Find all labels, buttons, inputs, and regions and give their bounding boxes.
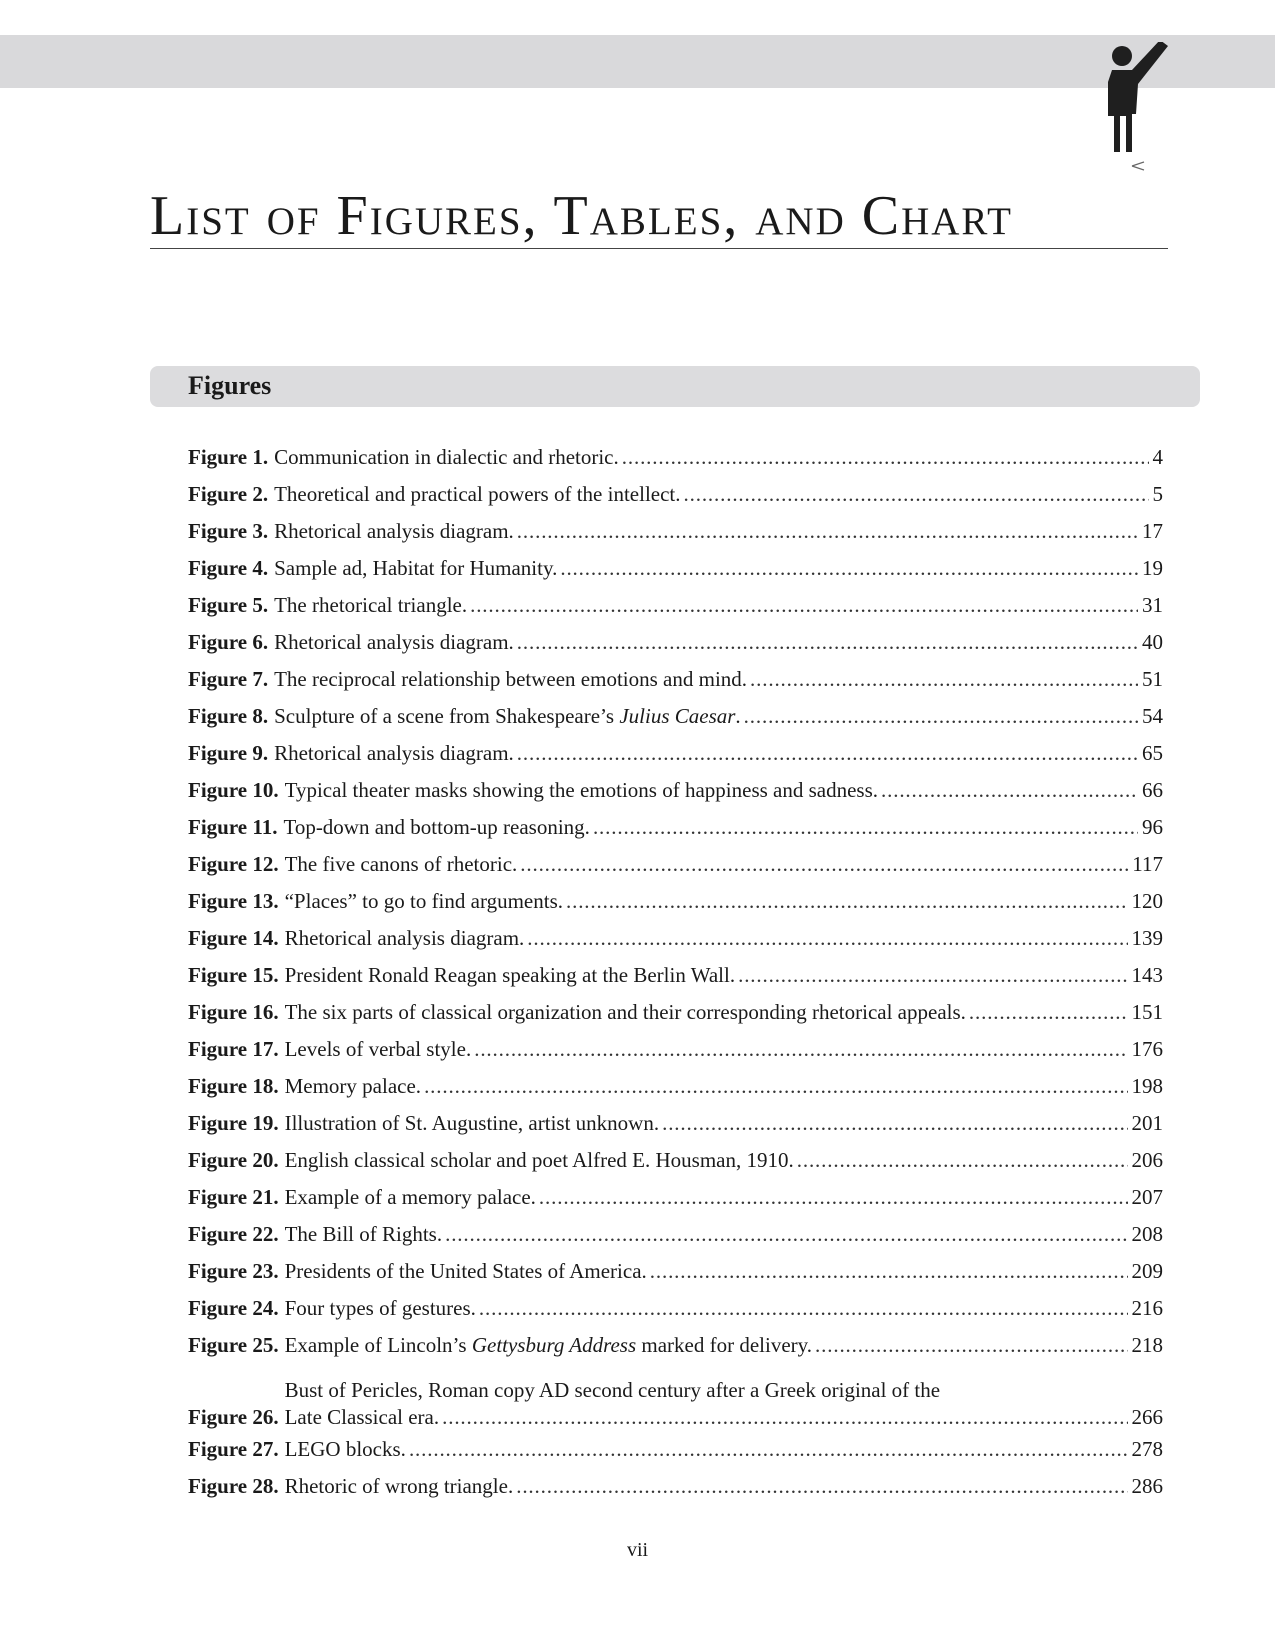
figure-caption: [274, 698, 741, 735]
caption-text: Presidents of the United States of America.: [284, 1259, 647, 1283]
dot-leader: [442, 1404, 1127, 1431]
dot-leader: [738, 957, 1127, 994]
figure-caption: [274, 513, 514, 550]
page-ref: 65: [1142, 741, 1163, 765]
figure-label: Figure 24.: [188, 1296, 279, 1320]
dot-leader: [566, 883, 1128, 920]
figure-label: Figure 20.: [188, 1148, 279, 1172]
list-item[interactable]: [188, 698, 1163, 735]
figure-label: Figure 14.: [188, 926, 279, 950]
dot-leader: [539, 1179, 1128, 1216]
section-title: Figures: [188, 371, 272, 400]
page-ref: 278: [1131, 1437, 1163, 1461]
caption-text: Theoretical and practical powers of the intellect.: [274, 482, 681, 506]
page-ref: 218: [1131, 1333, 1163, 1357]
figure-label: Figure 2.: [188, 482, 269, 506]
list-item[interactable]: [188, 1105, 1163, 1142]
figure-label: Figure 27.: [188, 1437, 279, 1461]
caption-text: Sculpture of a scene from Shakespeare’s: [274, 704, 620, 728]
caption-text: The six parts of classical organization and their corresponding rhetorical appeals.: [284, 1000, 966, 1024]
figure-label: Figure 23.: [188, 1259, 279, 1283]
list-item[interactable]: [188, 920, 1163, 957]
page-ref: 201: [1131, 1111, 1163, 1135]
caption-text-after: .: [735, 704, 741, 728]
page-ref: 17: [1142, 519, 1163, 543]
list-item[interactable]: [188, 1431, 1163, 1468]
caption-text: Levels of verbal style.: [284, 1037, 472, 1061]
figure-caption-line-2: Late Classical era.: [284, 1405, 440, 1429]
figure-label: Figure 11.: [188, 815, 278, 839]
page-title: List of Figures, Tables, and Chart: [150, 186, 1168, 249]
figure-label: Figure 6.: [188, 630, 269, 654]
dot-leader: [517, 624, 1138, 661]
figure-caption: [283, 809, 589, 846]
dot-leader: [969, 994, 1128, 1031]
list-item[interactable]: [188, 1216, 1163, 1253]
figure-caption: [285, 1105, 659, 1142]
dot-leader: [560, 550, 1138, 587]
figure-label: Figure 25.: [188, 1333, 279, 1357]
dot-leader: [517, 735, 1138, 772]
caption-text: Rhetorical analysis diagram.: [274, 741, 514, 765]
figure-caption: [285, 920, 525, 957]
page-ref: 209: [1131, 1259, 1163, 1283]
page-ref: 176: [1131, 1037, 1163, 1061]
page-ref: 266: [1131, 1405, 1163, 1429]
dot-leader: [815, 1327, 1127, 1364]
list-item[interactable]: [188, 846, 1163, 883]
figure-caption: [285, 1327, 812, 1364]
figure-label: Figure 21.: [188, 1185, 279, 1209]
dot-leader: [650, 1253, 1128, 1290]
figure-caption: [285, 1216, 443, 1253]
figure-label: Figure 9.: [188, 741, 269, 765]
header-band: [0, 35, 1275, 88]
list-item[interactable]: [188, 735, 1163, 772]
dot-leader: [520, 846, 1128, 883]
figure-label: Figure 18.: [188, 1074, 279, 1098]
page-ref: 51: [1142, 667, 1163, 691]
dot-leader: [445, 1216, 1127, 1253]
caption-text: Example of a memory palace.: [284, 1185, 536, 1209]
caption-text: Top-down and bottom-up reasoning.: [283, 815, 590, 839]
page-ref: 206: [1131, 1148, 1163, 1172]
caption-text: Communication in dialectic and rhetoric.: [274, 445, 619, 469]
list-item[interactable]: [188, 550, 1163, 587]
dot-leader: [474, 1031, 1127, 1068]
figure-caption: [274, 476, 680, 513]
figure-label: Figure 5.: [188, 593, 269, 617]
figure-caption: [274, 735, 514, 772]
caption-text: The five canons of rhetoric.: [284, 852, 518, 876]
figure-label: Figure 16.: [188, 1000, 279, 1024]
figure-label: Figure 4.: [188, 556, 269, 580]
caption-text: Rhetorical analysis diagram.: [274, 630, 514, 654]
dot-leader: [409, 1431, 1128, 1468]
figure-caption: [285, 994, 966, 1031]
dot-leader: [750, 661, 1138, 698]
page-ref: 151: [1131, 1000, 1163, 1024]
dot-leader: [622, 439, 1149, 476]
page-ref: 31: [1142, 593, 1163, 617]
figure-label: Figure 1.: [188, 445, 269, 469]
page-ref: 96: [1142, 815, 1163, 839]
figure-caption: [274, 624, 514, 661]
caption-text: Rhetorical analysis diagram.: [274, 519, 514, 543]
list-item[interactable]: [188, 1068, 1163, 1105]
page-ref: 286: [1131, 1474, 1163, 1498]
dot-leader: [424, 1068, 1127, 1105]
page-ref: 5: [1152, 482, 1163, 506]
list-item[interactable]: [188, 883, 1163, 920]
page-ref: 120: [1131, 889, 1163, 913]
caption-text-after: marked for delivery.: [636, 1333, 813, 1357]
caption-text: The rhetorical triangle.: [274, 593, 468, 617]
caption-text: Typical theater masks showing the emotions of happiness and sadness.: [284, 778, 879, 802]
figure-caption: [285, 883, 563, 920]
list-item[interactable]: [188, 661, 1163, 698]
figure-label: Figure 3.: [188, 519, 269, 543]
list-item[interactable]: [188, 957, 1163, 994]
figure-caption: [285, 1142, 794, 1179]
figure-caption: [274, 550, 557, 587]
page-ref: 139: [1131, 926, 1163, 950]
page-ref: 198: [1131, 1074, 1163, 1098]
figure-label: Figure 28.: [188, 1474, 279, 1498]
figure-caption: [285, 1253, 647, 1290]
figure-caption-line-1: Bust of Pericles, Roman copy AD second century after a Greek original of the: [284, 1378, 941, 1402]
list-item[interactable]: [188, 772, 1163, 809]
caption-title-italic: Julius Caesar: [619, 704, 736, 728]
figure-caption: [285, 1068, 421, 1105]
figure-caption: [274, 587, 467, 624]
dot-leader: [479, 1290, 1128, 1327]
page-ref: 208: [1131, 1222, 1163, 1246]
list-item[interactable]: [188, 439, 1163, 476]
figure-label: Figure 10.: [188, 778, 279, 802]
section-header: [150, 366, 1200, 407]
figure-caption: [274, 439, 619, 476]
figure-caption: [285, 1031, 472, 1068]
dot-leader: [744, 698, 1138, 735]
list-item[interactable]: [188, 1364, 1163, 1431]
caption-text: Memory palace.: [284, 1074, 422, 1098]
caption-text: Four types of gestures.: [284, 1296, 476, 1320]
dot-leader: [593, 809, 1138, 846]
caption-text: The reciprocal relationship between emotions and mind.: [274, 667, 748, 691]
figure-list: [188, 439, 1163, 1505]
page-ref: 54: [1142, 704, 1163, 728]
page-ref: 40: [1142, 630, 1163, 654]
list-item[interactable]: [188, 1468, 1163, 1505]
page-ref: 143: [1131, 963, 1163, 987]
page-ref: 19: [1142, 556, 1163, 580]
list-item[interactable]: [188, 476, 1163, 513]
figure-label: Figure 22.: [188, 1222, 279, 1246]
list-item[interactable]: [188, 587, 1163, 624]
figure-label: Figure 17.: [188, 1037, 279, 1061]
list-item[interactable]: [188, 994, 1163, 1031]
figure-caption: [274, 661, 747, 698]
figure-label: Figure 19.: [188, 1111, 279, 1135]
figure-label: Figure 7.: [188, 667, 269, 691]
caption-text: Sample ad, Habitat for Humanity.: [274, 556, 558, 580]
caption-text: English classical scholar and poet Alfred E. Housman, 1910.: [284, 1148, 794, 1172]
figure-caption: [285, 772, 878, 809]
figure-caption: [285, 1179, 536, 1216]
figure-caption: [285, 1290, 476, 1327]
dot-leader: [470, 587, 1138, 624]
figure-label: Figure 13.: [188, 889, 279, 913]
caption-text: Rhetorical analysis diagram.: [284, 926, 525, 950]
figure-caption: [285, 846, 518, 883]
list-item[interactable]: [188, 624, 1163, 661]
figure-label: Figure 12.: [188, 852, 279, 876]
person-raising-hand-icon: [1098, 42, 1178, 178]
caption-text: “Places” to go to find arguments.: [284, 889, 563, 913]
caption-text: The Bill of Rights.: [284, 1222, 443, 1246]
page-number: vii: [626, 1539, 649, 1561]
dot-leader: [517, 513, 1138, 550]
figure-caption: [285, 957, 736, 994]
figure-label: Figure 26.: [188, 1405, 279, 1429]
list-item[interactable]: [188, 513, 1163, 550]
caption-text: President Ronald Reagan speaking at the Berlin Wall.: [284, 963, 736, 987]
list-item[interactable]: [188, 809, 1163, 846]
page-ref: 216: [1131, 1296, 1163, 1320]
list-item[interactable]: [188, 1179, 1163, 1216]
figure-label: Figure 15.: [188, 963, 279, 987]
page-ref: 117: [1132, 852, 1163, 876]
figure-caption: LEGO blocks.: [284, 1437, 406, 1461]
page-ref: 207: [1131, 1185, 1163, 1209]
dot-leader: [797, 1142, 1128, 1179]
list-item[interactable]: [188, 1142, 1163, 1179]
list-item[interactable]: [188, 1290, 1163, 1327]
dot-leader: [662, 1105, 1127, 1142]
page-ref: 4: [1152, 445, 1163, 469]
dot-leader: [527, 920, 1127, 957]
list-item[interactable]: [188, 1327, 1163, 1364]
page-ref: 66: [1142, 778, 1163, 802]
list-item[interactable]: [188, 1031, 1163, 1068]
figure-caption: Rhetoric of wrong triangle.: [284, 1474, 514, 1498]
dot-leader: [881, 772, 1138, 809]
caption-text: Illustration of St. Augustine, artist unknown.: [284, 1111, 660, 1135]
dot-leader: [516, 1468, 1127, 1505]
figure-label: Figure 8.: [188, 704, 269, 728]
dot-leader: [684, 476, 1149, 513]
caption-title-italic: Gettysburg Address: [471, 1333, 637, 1357]
list-item[interactable]: [188, 1253, 1163, 1290]
caption-text: Example of Lincoln’s: [284, 1333, 472, 1357]
